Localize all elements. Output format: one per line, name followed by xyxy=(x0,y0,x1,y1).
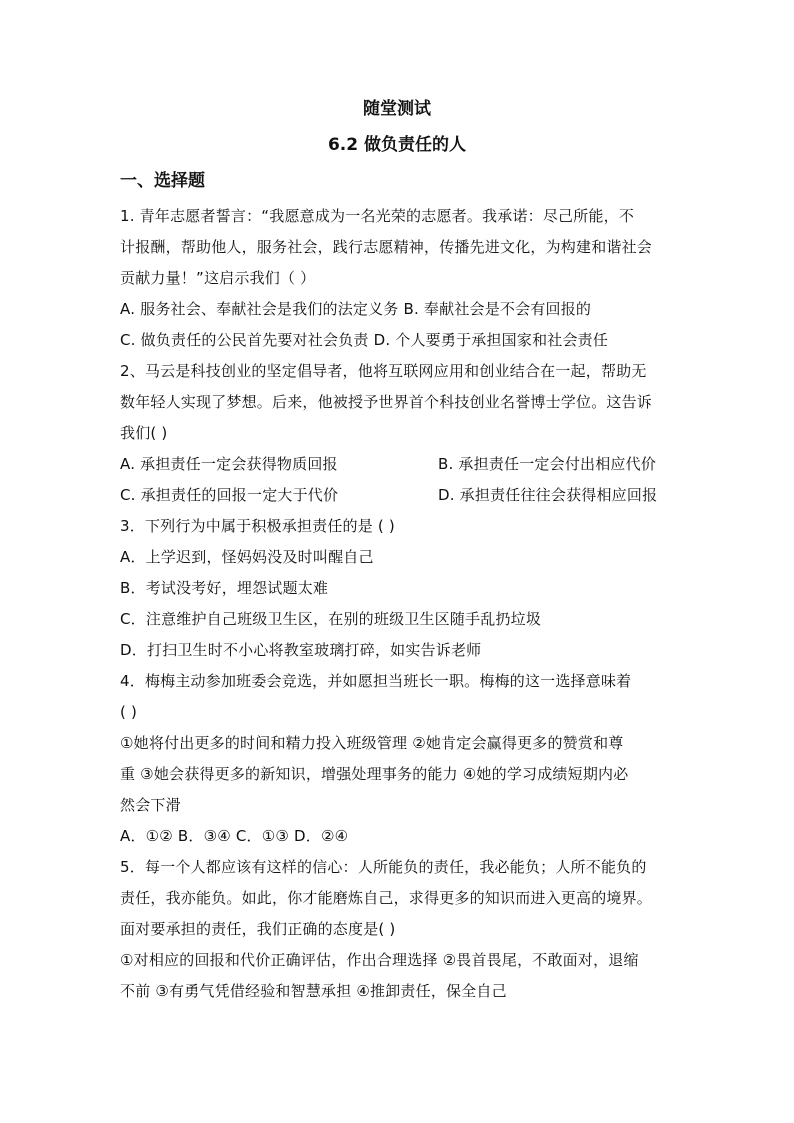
q1-stem-line-2: 计报酬，帮助他人，服务社会，践行志愿精神，传播先进文化，为构建和谐社会 xyxy=(120,238,653,256)
q3-option-b: B．考试没考好，埋怨试题太难 xyxy=(120,579,329,597)
q4-stem-line-3: ①她将付出更多的时间和精力投入班级管理 ②她肯定会赢得更多的赞赏和尊 xyxy=(120,734,624,752)
q2-stem-line-1: 2、马云是科技创业的坚定倡导者，他将互联网应用和创业结合在一起，帮助无 xyxy=(120,362,647,380)
q2-stem-line-3: 我们( ) xyxy=(120,424,168,442)
q3-option-a: A．上学迟到，怪妈妈没及时叫醒自己 xyxy=(120,548,374,566)
q2-option-b: B. 承担责任一定会付出相应代价 xyxy=(438,455,657,473)
q3-option-c: C．注意维护自己班级卫生区，在别的班级卫生区随手乱扔垃圾 xyxy=(120,610,542,628)
q4-stem-line-2: ( ) xyxy=(120,703,138,721)
q3-option-d: D．打扫卫生时不小心将教室玻璃打碎，如实告诉老师 xyxy=(120,641,482,659)
q5-stem-line-4: ①对相应的回报和代价正确评估，作出合理选择 ②畏首畏尾，不敢面对，退缩 xyxy=(120,951,639,969)
q1-options-line-1: A. 服务社会、奉献社会是我们的法定义务 B. 奉献社会是不会有回报的 xyxy=(120,300,592,318)
page-title: 随堂测试 xyxy=(363,99,431,119)
section-heading: 一、选择题 xyxy=(120,171,205,191)
q5-stem-line-2: 责任，我亦能负。如此，你才能磨炼自己，求得更多的知识而进入更高的境界。 xyxy=(120,889,653,907)
q3-stem: 3．下列行为中属于积极承担责任的是 ( ) xyxy=(120,517,395,535)
page-subtitle: 6.2 做负责任的人 xyxy=(327,135,467,155)
q4-stem-line-1: 4．梅梅主动参加班委会竞选，并如愿担当班长一职。梅梅的这一选择意味着 xyxy=(120,672,632,690)
q2-option-c: C. 承担责任的回报一定大于代价 xyxy=(120,486,339,504)
q2-option-a: A. 承担责任一定会获得物质回报 xyxy=(120,455,338,473)
q1-stem-line-3: 贡献力量！”这启示我们（ ） xyxy=(120,269,316,287)
q4-options: A．①② B．③④ C．①③ D．②④ xyxy=(120,827,349,845)
q2-option-d: D. 承担责任往往会获得相应回报 xyxy=(438,486,658,504)
q4-stem-line-4: 重 ③她会获得更多的新知识，增强处理事务的能力 ④她的学习成绩短期内必 xyxy=(120,765,629,783)
q5-stem-line-5: 不前 ③有勇气凭借经验和智慧承担 ④推卸责任，保全自己 xyxy=(120,982,507,1000)
q1-stem-line-1: 1. 青年志愿者誓言：“我愿意成为一名光荣的志愿者。我承诺：尽己所能，不 xyxy=(120,207,635,225)
q5-stem-line-3: 面对要承担的责任，我们正确的态度是( ) xyxy=(120,920,396,938)
q1-options-line-2: C. 做负责任的公民首先要对社会负责 D. 个人要勇于承担国家和社会责任 xyxy=(120,331,609,349)
q5-stem-line-1: 5．每一个人都应该有这样的信心：人所能负的责任，我必能负；人所不能负的 xyxy=(120,858,647,876)
q2-stem-line-2: 数年轻人实现了梦想。后来，他被授予世界首个科技创业名誉博士学位。这告诉 xyxy=(120,393,653,411)
q4-stem-line-5: 然会下滑 xyxy=(120,796,181,814)
